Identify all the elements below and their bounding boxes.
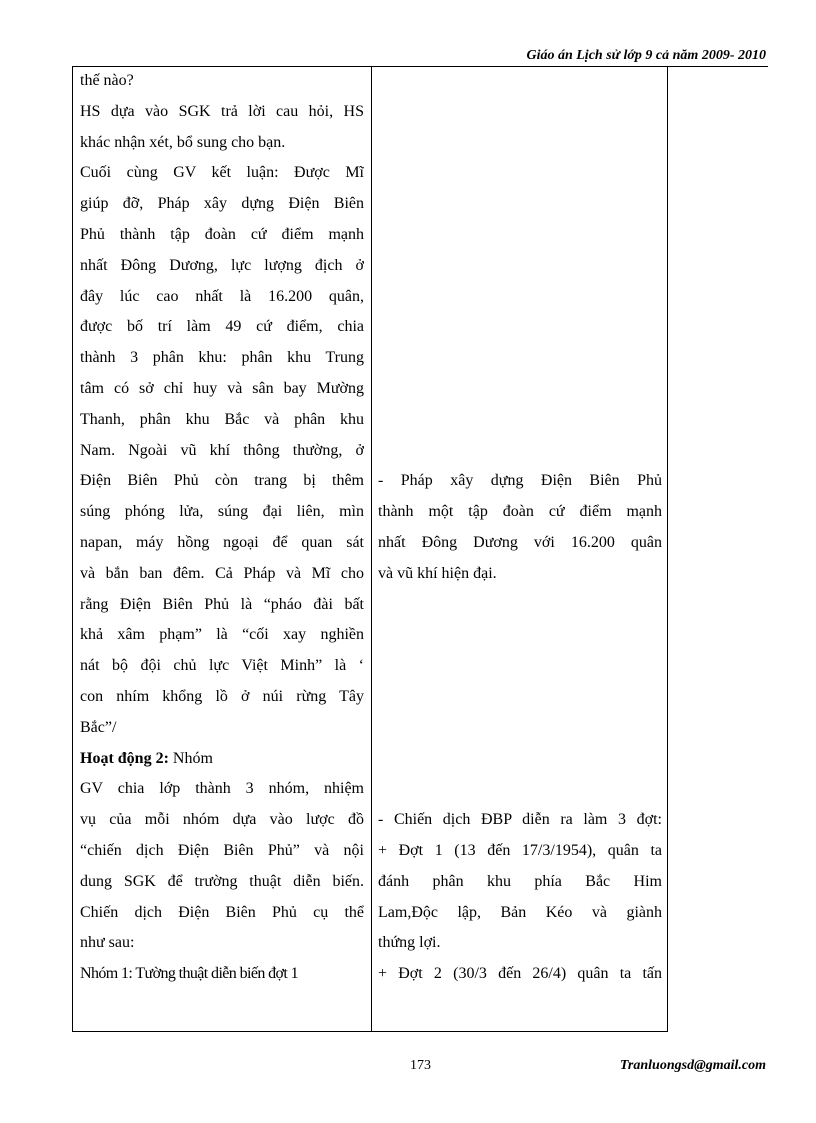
text-line: Điện Biên Phủ còn trang bị thêm (80, 472, 364, 490)
text-line: GV chia lớp thành 3 nhóm, nhiệm (80, 780, 364, 798)
lesson-table (72, 66, 668, 1032)
text-line: thế nào? (80, 72, 134, 89)
text-line: Phủ thành tập đoàn cứ điểm mạnh (80, 225, 364, 243)
text-line: con nhím khổng lồ ở núi rừng Tây (80, 687, 364, 705)
text-line: HS dựa vào SGK trả lời cau hỏi, HS (80, 102, 364, 120)
text-line: Nhóm 1: Tường thuật diễn biến đợt 1 (80, 965, 299, 983)
text-line: được bố trí làm 49 cứ điểm, chia (80, 318, 364, 336)
teacher-student-activity-column (80, 66, 364, 990)
text-line: rằng Điện Biên Phủ là “pháo đài bất (80, 595, 364, 613)
text-line: + Đợt 2 (30/3 đến 26/4) quân ta tấn (378, 965, 662, 983)
text-line: Lam,Độc lập, Bản Kéo và giành (378, 903, 662, 921)
text-line: giúp đỡ, Pháp xây dựng Điện Biên (80, 195, 364, 213)
footer-email: Tranluongsd@gmail.com (619, 1058, 766, 1073)
activity-suffix: Nhóm (168, 749, 213, 767)
activity-heading (80, 744, 364, 775)
text-line: Bắc”/ (80, 718, 117, 736)
page-number: 173 (410, 1058, 431, 1073)
text-line: súng phóng lửa, súng đại liên, mìn (80, 503, 364, 521)
text-line: nát bộ đội chủ lực Việt Minh” là ‘ (80, 657, 364, 675)
text-line: Thanh, phân khu Bắc và phân khu (80, 410, 364, 428)
column-divider (371, 66, 372, 1031)
text-line: khác nhận xét, bổ sung cho bạn. (80, 133, 286, 151)
text-line: napan, máy hồng ngoại để quan sát (80, 533, 364, 551)
text-line: đánh phân khu phía Bắc Him (378, 872, 662, 890)
text-line: vụ của mỗi nhóm dựa vào lược đồ (80, 811, 364, 829)
text-line: như sau: (80, 934, 135, 952)
text-line: và bắn ban đêm. Cả Pháp và Mĩ cho (80, 564, 364, 582)
text-line: và vũ khí hiện đại. (378, 564, 497, 582)
text-line: đây lúc cao nhất là 16.200 quân, (80, 287, 364, 305)
knowledge-column (378, 66, 662, 990)
text-line: “chiến dịch Điện Biên Phủ” và nội (80, 841, 364, 859)
text-line: + Đợt 1 (13 đến 17/3/1954), quân ta (378, 841, 662, 859)
text-line: tâm có sở chỉ huy và sân bay Mường (80, 379, 364, 397)
text-line: Nam. Ngoài vũ khí thông thường, ở (80, 441, 364, 459)
text-line: thứng lợi. (378, 934, 441, 952)
text-line: thành 3 phân khu: phân khu Trung (80, 349, 364, 367)
text-line: Cuối cùng GV kết luận: Được Mĩ (80, 164, 364, 182)
text-line: nhất Đông Dương với 16.200 quân (378, 533, 662, 551)
text-line: khả xâm phạm” là “cối xay nghiền (80, 626, 364, 644)
activity-label: Hoạt động 2: (80, 749, 169, 767)
text-line: - Pháp xây dựng Điện Biên Phủ (378, 472, 662, 490)
header-title: Giáo án Lịch sử lớp 9 cả năm 2009- 2010 (526, 48, 766, 63)
text-line: - Chiến dịch ĐBP diễn ra làm 3 đợt: (378, 811, 662, 829)
text-line: thành một tập đoàn cứ điểm mạnh (378, 503, 662, 521)
text-line: nhất Đông Dương, lực lượng địch ở (80, 256, 364, 274)
text-line: dung SGK để trường thuật diễn biến. (80, 872, 364, 890)
text-line: Chiến dịch Điện Biên Phủ cụ thể (80, 903, 364, 921)
